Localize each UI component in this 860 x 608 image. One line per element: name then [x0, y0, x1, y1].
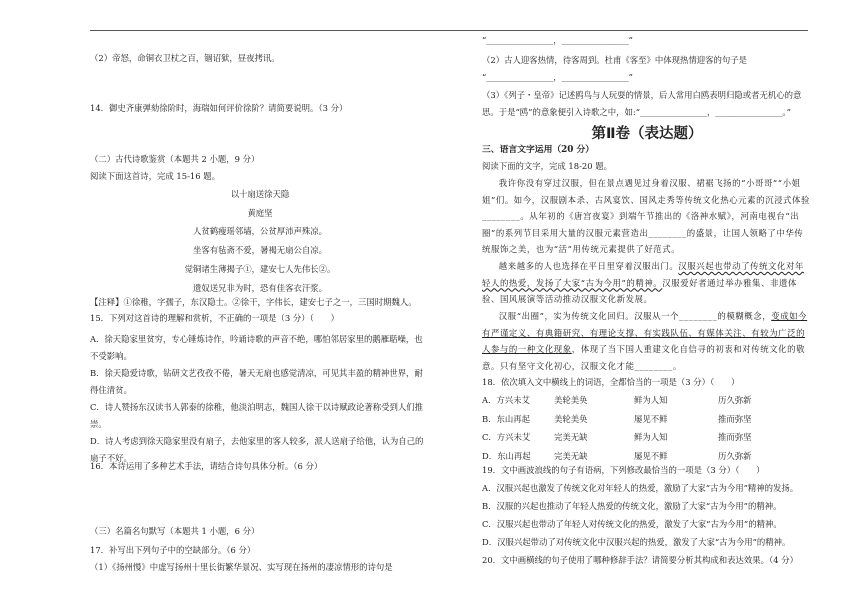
option-cell: 完美无缺 — [554, 432, 588, 443]
passage-paragraph-3 — [482, 308, 812, 374]
section-recitation-heading: （三）名篇名句默写（本题共 1 小题，6 分） — [90, 526, 260, 536]
option-cell: B．东山再起 — [482, 413, 531, 424]
paragraph-3-lead: 汉服“出圈”，实为传统文化回归。汉服从一个________的模糊概念， — [498, 311, 772, 321]
q15-option-d: D．诗人考虑到徐天隐家里没有扇子，去他家里的客人较多，派人送扇子给他，认为自己的扇子不好。 — [90, 436, 424, 463]
paragraph-2-tail: 汉服爱好者通过举办雅集、非遗体验、国风展演等活动推动汉服文化新发展。 — [482, 277, 797, 304]
part-two-title: 第Ⅱ卷（表达题） — [591, 126, 703, 142]
underlined-sentence: 变成如今有严谨定义、有典籍研究、有理论支撑、有实践队伍、有媒体关注、有较为广泛的人参与的一种文化现象 — [482, 311, 808, 354]
option-cell: 屡见不鲜 — [634, 450, 668, 461]
option-cell: 屡见不鲜 — [634, 413, 668, 424]
q19-option-c: C．汉服兴起也带动了年轻人对传统文化的热爱，激发了大家“古为今用”的精神。 — [482, 519, 782, 529]
question-18: 18．依次填入文中横线上的词语，全都恰当的一项是（3 分）（ ） — [482, 377, 740, 387]
poetry-intro: 阅读下面这首诗，完成 15-16 题。 — [90, 171, 220, 181]
option-cell: 推而弥坚 — [718, 413, 752, 424]
poem-author: 黄庭坚 — [247, 208, 273, 218]
q15-option-c: C．诗人赞扬东汉读书人郭泰的徐稚，他淡泊明志，魏国人徐干以诗赋政论著称受到人们推崇。 — [90, 402, 424, 429]
q18-option-row — [482, 428, 752, 447]
q19-option-a: A．汉服兴起也激发了传统文化对年轻人的热爱，激励了大家“古为今用”精神的发扬。 — [482, 483, 799, 493]
q18-option-row — [482, 447, 752, 466]
q13-part2-text: （2）帝怒，命铜衣卫杖之百，锢诏狱，昼夜拷讯。 — [90, 53, 280, 63]
option-cell: D．东山再起 — [482, 450, 531, 461]
q17-part3: （3）《列子・皇帝》记述鸥鸟与人玩耍的情景，后人常用白鸥表明归隐或者无机心的意思。于是“鸥”的意象便引入诗歌之中，如:“________________，________________。” — [482, 90, 802, 117]
question-19: 19．文中画波浪线的句子有语病，下列修改最恰当的一项是（3 分）（ ） — [482, 465, 765, 475]
q18-option-row — [482, 410, 752, 429]
question-17: 17．补写出下列句子中的空缺部分。（6 分） — [90, 545, 256, 555]
option-cell: 美轮美奂 — [554, 413, 588, 424]
q19-option-b: B．汉服的兴起也推动了年轻人热爱的传统文化，激励了大家“古为今用”的精神。 — [482, 501, 782, 511]
answer-blank-line-2: “________________，________________” — [482, 72, 633, 82]
paragraph-2-lead: 越来越多的人也选择在平日里穿着汉服出门。 — [498, 261, 679, 271]
paragraph-3-tail: ，体现了当下国人重建文化自信寻的初衷和对传统文化的敬意。只有坚守文化初心，汉服文化才能________。 — [482, 344, 806, 371]
right-column — [482, 0, 812, 608]
option-cell: 历久弥新 — [718, 450, 752, 461]
question-15: 15．下列对这首诗的理解和赏析，不正确的一项是（3 分）（ ） — [90, 313, 339, 323]
section-poetry-heading: （二）古代诗歌鉴赏（本题共 2 小题，9 分） — [90, 154, 260, 164]
poem-note: 【注释】①徐稚，字孺子，东汉隐士。②徐干，字伟长，建安七子之一，三国时期魏人。 — [90, 297, 417, 307]
answer-blank-line-1: “________________，________________” — [482, 35, 633, 45]
option-cell: 完美无缺 — [554, 450, 588, 461]
poem-line: 觉铜诸生薄揭子①，建安七人先伟长②。 — [184, 264, 336, 274]
option-cell: 历久弥新 — [718, 395, 752, 406]
language-section-heading: 三、语言文字运用（20 分） — [482, 145, 595, 155]
question-16: 16．本诗运用了多种艺术手法，请结合诗句具体分析。（6 分） — [90, 461, 323, 471]
option-cell: C．方兴未艾 — [482, 432, 531, 443]
q17-part2: （2）古人迎客热情，待客周到。杜甫《客至》中体现热情迎客的句子是 — [482, 55, 747, 65]
poem-line: 人贫鹤瘦瑶邻墙，公贫厚沛声殊凉。 — [193, 226, 327, 236]
left-column — [90, 0, 430, 608]
q15-option-b: B．徐天隐爱诗歌，钻研文艺孜孜不倦，暑天无扇也感觉清凉，可见其丰盈的精神世界，耐得住清贫。 — [90, 368, 423, 395]
passage-paragraph-2 — [482, 258, 812, 308]
q18-options — [482, 391, 752, 465]
option-cell: A．方兴未艾 — [482, 395, 530, 406]
q17-part1: （1）《扬州慢》中虚写扬州十里长街繁华景况、实写现在扬州的凄凉情形的诗句是 — [90, 562, 393, 572]
poem-line: 坐客有毡斋不爱，暑褐无扇公自凉。 — [193, 245, 327, 255]
language-intro: 阅读下面的文字，完成 18-20 题。 — [482, 161, 612, 171]
poem-title: 以十扇送徐天隐 — [230, 189, 290, 199]
option-cell: 鲜为人知 — [634, 395, 668, 406]
option-cell: 推而弥坚 — [718, 432, 752, 443]
option-cell: 鲜为人知 — [634, 432, 668, 443]
question-20: 20．文中画横线的句子使用了哪种修辞手法？请简要分析其构成和表达效果。（4 分） — [482, 555, 798, 565]
passage-paragraph-1: 我许你没有穿过汉服，但在景点遇见过身着汉服、裙裾飞扬的“小哥哥”“小姐姐”们。如今，汉服剧本杀、古风宴饮、国风走秀等传统文化热心元素的沉浸式体验________。从年初的《唐宫夜宴》到端午节推出的《洛神水赋》，河南电视台“出圈”的系列节目采用大量的汉服元素营造出________的盛景，让国人领略了中华传统服饰之美，也为“活”用传统元素提供了好范式。 — [482, 178, 810, 254]
q15-option-a: A．徐天隐家里贫穷，专心锤炼诗作，吟诵诗歌的声音不绝，哪怕邻居家里的鹅雁聒噪，也不受影响。 — [90, 334, 423, 361]
wavy-underlined-sentence: 汉服兴起也带动了传统文化对年轻人的热爱，发扬了大家“古为今用”的精神。 — [482, 261, 804, 288]
question-14: 14．御史齐康弹劾徐阶时，海瑞如何评价徐阶？请简要说明。（3 分） — [90, 103, 348, 113]
option-cell: 美轮美奂 — [554, 395, 588, 406]
q19-option-d: D．汉服兴起带动了对传统文化中汉服兴起的热爱，激发了大家“古为今用”的精神。 — [482, 537, 791, 547]
poem-line: 遗奴送兄非为时，恐有佳客衣汗浆。 — [193, 283, 327, 293]
q18-option-row — [482, 391, 752, 410]
